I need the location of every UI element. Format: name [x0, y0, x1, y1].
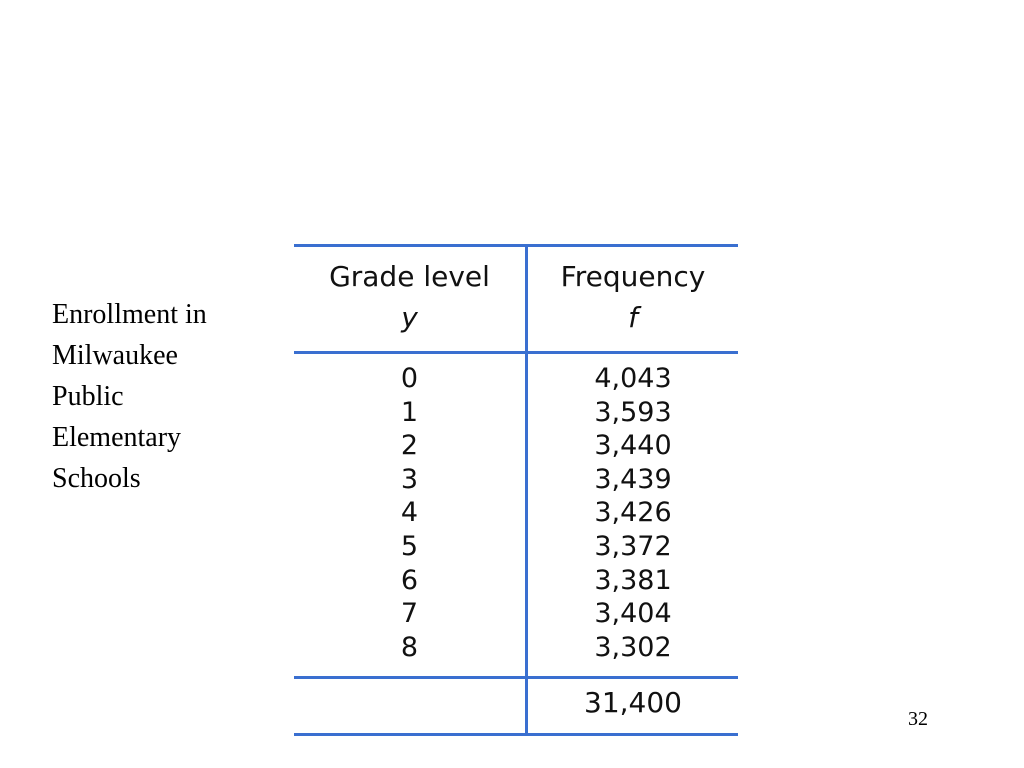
caption-line: Public [52, 381, 124, 412]
grade-cell: 0 [400, 363, 419, 394]
page-number: 32 [908, 708, 928, 730]
caption-line: Elementary [52, 422, 182, 453]
frequency-cell: 3,381 [594, 564, 672, 596]
grade-cell: 1 [400, 396, 419, 428]
frequency-cell: 4,043 [594, 363, 672, 394]
caption-line: Enrollment in [52, 299, 207, 330]
header-grade-symbol: y [401, 301, 418, 334]
grade-cell: 7 [400, 598, 419, 630]
grade-cell: 8 [400, 631, 419, 663]
header-frequency-symbol: f [628, 301, 638, 334]
header-bottom-rule [294, 351, 738, 354]
total-frequency: 31,400 [584, 686, 682, 719]
table-top-rule [294, 244, 738, 247]
frequency-cell: 3,439 [594, 463, 672, 495]
grade-cell: 6 [400, 564, 419, 596]
total-top-rule [294, 676, 738, 679]
frequency-cell: 3,302 [594, 631, 672, 663]
table-bottom-rule [294, 733, 738, 736]
caption-line: Milwaukee [52, 340, 178, 371]
header-grade-level: Grade level [329, 260, 490, 293]
frequency-table [294, 244, 738, 736]
grade-cell: 2 [400, 430, 419, 462]
frequency-cell: 3,404 [594, 598, 672, 630]
header-frequency: Frequency [560, 260, 706, 293]
caption-line: Schools [52, 463, 141, 494]
frequency-cell: 3,440 [594, 430, 672, 462]
frequency-cell: 3,593 [594, 396, 672, 428]
frequency-cell: 3,372 [594, 530, 672, 562]
grade-column [294, 362, 525, 664]
grade-cell: 5 [400, 530, 419, 562]
slide-caption [52, 294, 262, 499]
frequency-cell: 3,426 [594, 497, 672, 529]
grade-cell: 4 [400, 497, 419, 529]
grade-cell: 3 [400, 463, 419, 495]
frequency-column [528, 362, 738, 664]
